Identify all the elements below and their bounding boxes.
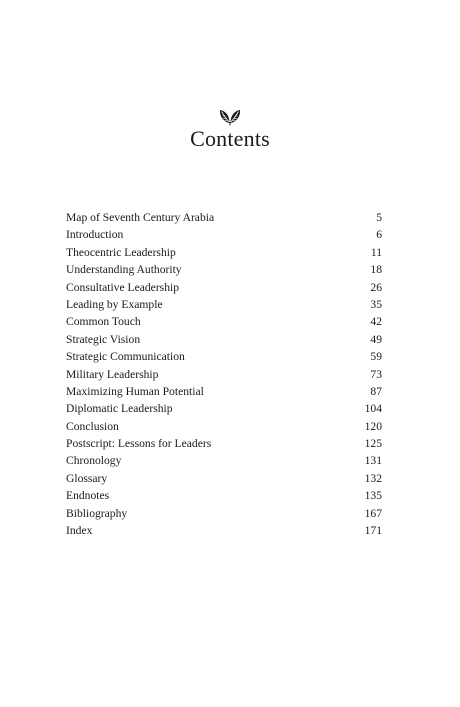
- toc-entry-page-number: 26: [370, 280, 382, 294]
- toc-entry-title: Theocentric Leadership: [66, 245, 176, 259]
- toc-entry-title: Bibliography: [66, 506, 128, 520]
- toc-entry: [66, 435, 382, 452]
- toc-entry-page-number: 42: [370, 315, 382, 329]
- toc-entry-page-number: 6: [376, 228, 382, 242]
- toc-entry-page-number: 87: [370, 384, 382, 398]
- toc-entry-title: Map of Seventh Century Arabia: [66, 211, 215, 224]
- page-title: Contents: [190, 126, 270, 151]
- toc-entry-page-number: 131: [364, 454, 382, 468]
- toc-entry: [66, 296, 382, 313]
- toc-entry: [66, 279, 382, 296]
- toc-entry-page-number: 120: [364, 419, 382, 433]
- toc-entry-title: Introduction: [66, 228, 124, 242]
- toc-entry-page-number: 5: [376, 211, 382, 224]
- toc-entry: [66, 400, 382, 417]
- toc-entry: [66, 522, 382, 539]
- toc-entry: [66, 261, 382, 278]
- toc-entry-title: Leading by Example: [66, 297, 163, 311]
- toc-entry: [66, 348, 382, 365]
- toc-entry: [66, 383, 382, 400]
- toc-entry: [66, 505, 382, 522]
- toc-entry: [66, 487, 382, 504]
- toc-entry-title: Common Touch: [66, 315, 141, 329]
- toc-entry-page-number: 135: [364, 489, 382, 503]
- toc-entry-title: Conclusion: [66, 419, 119, 433]
- toc-entry: [66, 244, 382, 261]
- leaf-ornament-icon: [218, 108, 242, 126]
- toc-entry-page-number: 125: [364, 437, 382, 451]
- toc-entry-title: Chronology: [66, 454, 122, 468]
- toc-entry: [66, 226, 382, 243]
- toc-entry-page-number: 49: [370, 332, 382, 346]
- toc-entry: [66, 470, 382, 487]
- toc-entry: [66, 366, 382, 383]
- toc-entry-title: Endnotes: [66, 489, 110, 503]
- toc-entry-title: Strategic Communication: [66, 350, 185, 364]
- toc-entry-page-number: 59: [370, 350, 382, 364]
- toc-entry: [66, 452, 382, 469]
- toc-entry-page-number: 104: [364, 402, 382, 416]
- toc-entry-title: Index: [66, 524, 93, 538]
- toc-entry-page-number: 171: [364, 524, 382, 538]
- toc-entry-page-number: 11: [370, 245, 382, 259]
- toc-entry-title: Glossary: [66, 471, 108, 485]
- toc-entry-title: Postscript: Lessons for Leaders: [66, 437, 212, 451]
- toc-entry: [66, 313, 382, 330]
- toc-entry-title: Understanding Authority: [66, 263, 182, 277]
- toc-entry-title: Diplomatic Leadership: [66, 402, 173, 416]
- toc-entry-page-number: 132: [364, 471, 382, 485]
- toc-entry-page-number: 18: [370, 263, 382, 277]
- toc-entry-title: Strategic Vision: [66, 332, 141, 346]
- toc-entry-page-number: 35: [370, 297, 382, 311]
- toc-entry-page-number: 73: [370, 367, 382, 381]
- toc-entry: [66, 331, 382, 348]
- toc-entry-title: Military Leadership: [66, 367, 159, 381]
- toc-entry: [66, 418, 382, 435]
- toc-entry-title: Maximizing Human Potential: [66, 384, 204, 398]
- toc-entry-page-number: 167: [364, 506, 382, 520]
- table-of-contents: [66, 209, 382, 539]
- toc-entry-title: Consultative Leadership: [66, 280, 180, 294]
- toc-entry: [66, 209, 382, 226]
